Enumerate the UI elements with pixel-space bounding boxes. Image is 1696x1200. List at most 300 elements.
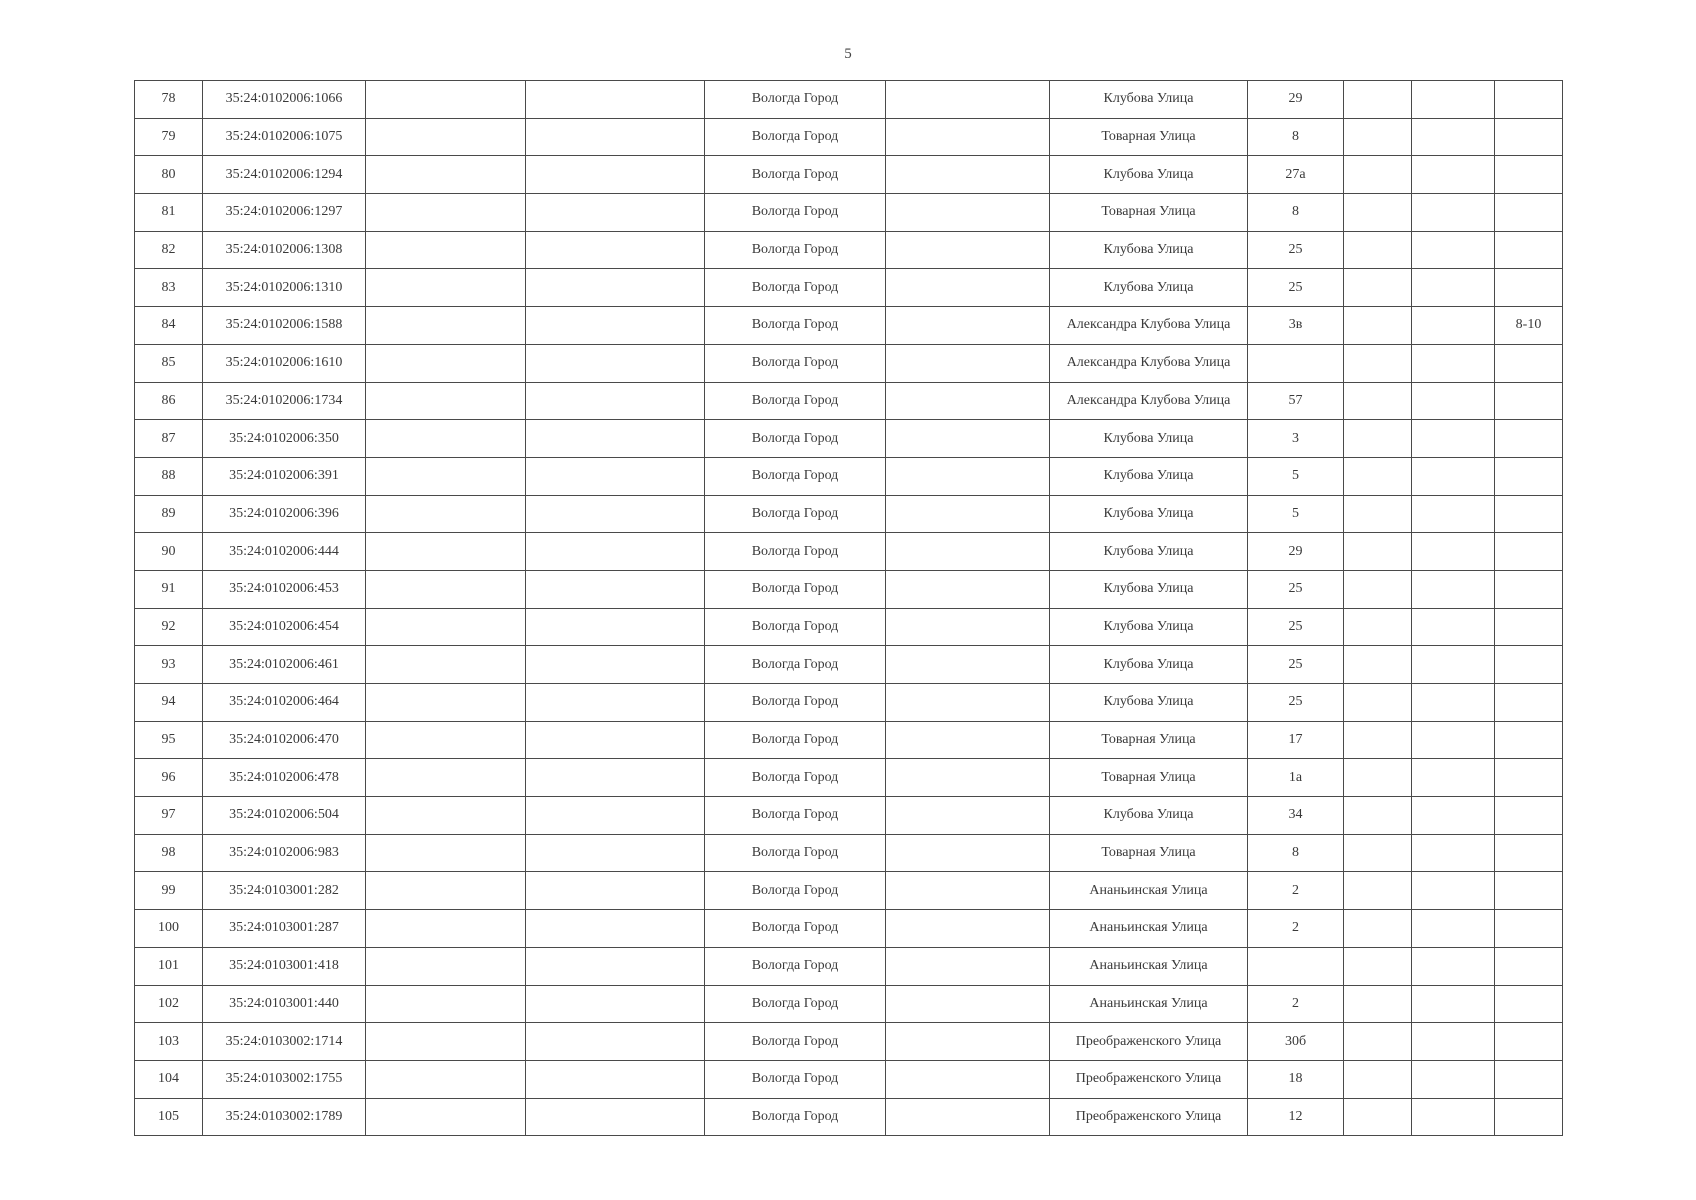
empty-cell — [1344, 684, 1412, 722]
street-cell: Клубова Улица — [1050, 231, 1248, 269]
city-cell: Вологда Город — [705, 1098, 886, 1136]
empty-cell — [526, 457, 705, 495]
apartment-cell — [1495, 194, 1563, 232]
table-row — [135, 231, 1563, 269]
empty-cell — [1344, 307, 1412, 345]
empty-cell — [1344, 533, 1412, 571]
apartment-cell — [1495, 382, 1563, 420]
street-cell: Товарная Улица — [1050, 721, 1248, 759]
empty-cell — [1344, 1060, 1412, 1098]
apartment-cell — [1495, 721, 1563, 759]
empty-cell — [1412, 570, 1495, 608]
empty-cell — [366, 307, 526, 345]
table-row — [135, 420, 1563, 458]
street-cell: Клубова Улица — [1050, 533, 1248, 571]
empty-cell — [1412, 608, 1495, 646]
empty-cell — [1412, 382, 1495, 420]
empty-cell — [1344, 194, 1412, 232]
house-number-cell: 12 — [1248, 1098, 1344, 1136]
empty-cell — [366, 495, 526, 533]
city-cell: Вологда Город — [705, 721, 886, 759]
empty-cell — [526, 382, 705, 420]
house-number-cell: 25 — [1248, 608, 1344, 646]
street-cell: Ананьинская Улица — [1050, 947, 1248, 985]
street-cell: Александра Клубова Улица — [1050, 307, 1248, 345]
table-row — [135, 910, 1563, 948]
street-cell: Клубова Улица — [1050, 684, 1248, 722]
empty-cell — [1344, 344, 1412, 382]
empty-cell — [1412, 156, 1495, 194]
street-cell: Клубова Улица — [1050, 646, 1248, 684]
street-cell: Преображенского Улица — [1050, 1098, 1248, 1136]
house-number-cell — [1248, 947, 1344, 985]
empty-cell — [1344, 118, 1412, 156]
empty-cell — [526, 910, 705, 948]
cadastral-number-cell: 35:24:0102006:1297 — [203, 194, 366, 232]
cadastral-number-cell: 35:24:0102006:1734 — [203, 382, 366, 420]
row-number-cell: 89 — [135, 495, 203, 533]
cadastral-number-cell: 35:24:0103001:282 — [203, 872, 366, 910]
empty-cell — [366, 1098, 526, 1136]
street-cell: Клубова Улица — [1050, 495, 1248, 533]
empty-cell — [526, 81, 705, 119]
table-row — [135, 759, 1563, 797]
street-cell: Клубова Улица — [1050, 420, 1248, 458]
street-cell: Товарная Улица — [1050, 759, 1248, 797]
city-cell: Вологда Город — [705, 118, 886, 156]
cadastral-number-cell: 35:24:0102006:1588 — [203, 307, 366, 345]
cadastral-number-cell: 35:24:0102006:1310 — [203, 269, 366, 307]
city-cell: Вологда Город — [705, 457, 886, 495]
street-cell: Клубова Улица — [1050, 457, 1248, 495]
empty-cell — [1412, 81, 1495, 119]
empty-cell — [1412, 1023, 1495, 1061]
empty-cell — [366, 382, 526, 420]
house-number-cell: 3в — [1248, 307, 1344, 345]
table-row — [135, 382, 1563, 420]
empty-cell — [366, 985, 526, 1023]
empty-cell — [886, 307, 1050, 345]
empty-cell — [886, 910, 1050, 948]
empty-cell — [886, 721, 1050, 759]
apartment-cell — [1495, 81, 1563, 119]
apartment-cell — [1495, 1023, 1563, 1061]
row-number-cell: 86 — [135, 382, 203, 420]
house-number-cell: 29 — [1248, 533, 1344, 571]
city-cell: Вологда Город — [705, 570, 886, 608]
empty-cell — [366, 721, 526, 759]
apartment-cell: 8-10 — [1495, 307, 1563, 345]
empty-cell — [1412, 420, 1495, 458]
row-number-cell: 79 — [135, 118, 203, 156]
city-cell: Вологда Город — [705, 684, 886, 722]
cadastral-number-cell: 35:24:0102006:478 — [203, 759, 366, 797]
empty-cell — [526, 759, 705, 797]
empty-cell — [886, 194, 1050, 232]
city-cell: Вологда Город — [705, 985, 886, 1023]
apartment-cell — [1495, 1060, 1563, 1098]
city-cell: Вологда Город — [705, 420, 886, 458]
empty-cell — [366, 156, 526, 194]
empty-cell — [886, 570, 1050, 608]
cadastral-number-cell: 35:24:0102006:454 — [203, 608, 366, 646]
street-cell: Клубова Улица — [1050, 81, 1248, 119]
empty-cell — [526, 646, 705, 684]
empty-cell — [1344, 646, 1412, 684]
empty-cell — [366, 1023, 526, 1061]
empty-cell — [1412, 985, 1495, 1023]
empty-cell — [1344, 231, 1412, 269]
empty-cell — [366, 457, 526, 495]
table-row — [135, 872, 1563, 910]
apartment-cell — [1495, 457, 1563, 495]
empty-cell — [1412, 457, 1495, 495]
empty-cell — [1412, 307, 1495, 345]
empty-cell — [1344, 797, 1412, 835]
empty-cell — [526, 985, 705, 1023]
table-row — [135, 344, 1563, 382]
city-cell: Вологда Город — [705, 1023, 886, 1061]
row-number-cell: 87 — [135, 420, 203, 458]
empty-cell — [526, 156, 705, 194]
empty-cell — [1344, 156, 1412, 194]
house-number-cell: 2 — [1248, 985, 1344, 1023]
table-row — [135, 985, 1563, 1023]
city-cell: Вологда Город — [705, 533, 886, 571]
empty-cell — [886, 985, 1050, 1023]
empty-cell — [886, 81, 1050, 119]
house-number-cell: 25 — [1248, 646, 1344, 684]
cadastral-number-cell: 35:24:0103001:287 — [203, 910, 366, 948]
empty-cell — [886, 533, 1050, 571]
empty-cell — [526, 420, 705, 458]
empty-cell — [886, 344, 1050, 382]
house-number-cell: 2 — [1248, 910, 1344, 948]
empty-cell — [366, 872, 526, 910]
city-cell: Вологда Город — [705, 797, 886, 835]
house-number-cell: 17 — [1248, 721, 1344, 759]
row-number-cell: 101 — [135, 947, 203, 985]
empty-cell — [886, 156, 1050, 194]
empty-cell — [526, 344, 705, 382]
empty-cell — [526, 118, 705, 156]
empty-cell — [1412, 721, 1495, 759]
apartment-cell — [1495, 344, 1563, 382]
cadastral-number-cell: 35:24:0103001:440 — [203, 985, 366, 1023]
row-number-cell: 83 — [135, 269, 203, 307]
table-row — [135, 1023, 1563, 1061]
empty-cell — [886, 947, 1050, 985]
city-cell: Вологда Город — [705, 608, 886, 646]
row-number-cell: 104 — [135, 1060, 203, 1098]
street-cell: Клубова Улица — [1050, 156, 1248, 194]
apartment-cell — [1495, 985, 1563, 1023]
row-number-cell: 100 — [135, 910, 203, 948]
empty-cell — [366, 570, 526, 608]
empty-cell — [886, 231, 1050, 269]
house-number-cell: 5 — [1248, 457, 1344, 495]
apartment-cell — [1495, 231, 1563, 269]
table-row — [135, 721, 1563, 759]
row-number-cell: 80 — [135, 156, 203, 194]
empty-cell — [366, 1060, 526, 1098]
row-number-cell: 102 — [135, 985, 203, 1023]
house-number-cell: 25 — [1248, 269, 1344, 307]
empty-cell — [886, 608, 1050, 646]
street-cell: Клубова Улица — [1050, 570, 1248, 608]
cadastral-number-cell: 35:24:0102006:504 — [203, 797, 366, 835]
house-number-cell — [1248, 344, 1344, 382]
empty-cell — [1344, 382, 1412, 420]
street-cell: Клубова Улица — [1050, 269, 1248, 307]
empty-cell — [366, 646, 526, 684]
house-number-cell: 25 — [1248, 570, 1344, 608]
cadastral-number-cell: 35:24:0102006:464 — [203, 684, 366, 722]
row-number-cell: 78 — [135, 81, 203, 119]
empty-cell — [1412, 194, 1495, 232]
table-row — [135, 118, 1563, 156]
empty-cell — [1344, 910, 1412, 948]
apartment-cell — [1495, 495, 1563, 533]
apartment-cell — [1495, 570, 1563, 608]
empty-cell — [886, 872, 1050, 910]
empty-cell — [1344, 1023, 1412, 1061]
house-number-cell: 57 — [1248, 382, 1344, 420]
empty-cell — [886, 1023, 1050, 1061]
empty-cell — [526, 269, 705, 307]
cadastral-number-cell: 35:24:0102006:1066 — [203, 81, 366, 119]
empty-cell — [366, 533, 526, 571]
empty-cell — [366, 834, 526, 872]
empty-cell — [1344, 1098, 1412, 1136]
street-cell: Клубова Улица — [1050, 797, 1248, 835]
apartment-cell — [1495, 420, 1563, 458]
empty-cell — [886, 457, 1050, 495]
city-cell: Вологда Город — [705, 194, 886, 232]
apartment-cell — [1495, 269, 1563, 307]
row-number-cell: 84 — [135, 307, 203, 345]
table-row — [135, 1098, 1563, 1136]
empty-cell — [886, 797, 1050, 835]
city-cell: Вологда Город — [705, 947, 886, 985]
table-row — [135, 495, 1563, 533]
row-number-cell: 99 — [135, 872, 203, 910]
empty-cell — [1344, 81, 1412, 119]
empty-cell — [1344, 872, 1412, 910]
table-row — [135, 81, 1563, 119]
row-number-cell: 105 — [135, 1098, 203, 1136]
city-cell: Вологда Город — [705, 344, 886, 382]
house-number-cell: 8 — [1248, 118, 1344, 156]
apartment-cell — [1495, 608, 1563, 646]
apartment-cell — [1495, 533, 1563, 571]
row-number-cell: 93 — [135, 646, 203, 684]
street-cell: Товарная Улица — [1050, 118, 1248, 156]
apartment-cell — [1495, 872, 1563, 910]
empty-cell — [366, 910, 526, 948]
row-number-cell: 85 — [135, 344, 203, 382]
apartment-cell — [1495, 759, 1563, 797]
table-row — [135, 684, 1563, 722]
empty-cell — [886, 118, 1050, 156]
empty-cell — [886, 684, 1050, 722]
empty-cell — [1412, 495, 1495, 533]
city-cell: Вологда Город — [705, 307, 886, 345]
row-number-cell: 96 — [135, 759, 203, 797]
cadastral-number-cell: 35:24:0102006:1075 — [203, 118, 366, 156]
city-cell: Вологда Город — [705, 646, 886, 684]
row-number-cell: 94 — [135, 684, 203, 722]
house-number-cell: 2 — [1248, 872, 1344, 910]
empty-cell — [1412, 910, 1495, 948]
empty-cell — [526, 194, 705, 232]
empty-cell — [526, 495, 705, 533]
table-row — [135, 269, 1563, 307]
cadastral-number-cell: 35:24:0102006:1308 — [203, 231, 366, 269]
empty-cell — [1412, 759, 1495, 797]
apartment-cell — [1495, 684, 1563, 722]
empty-cell — [1412, 344, 1495, 382]
empty-cell — [1412, 269, 1495, 307]
empty-cell — [366, 947, 526, 985]
street-cell: Товарная Улица — [1050, 194, 1248, 232]
empty-cell — [1344, 457, 1412, 495]
house-number-cell: 5 — [1248, 495, 1344, 533]
empty-cell — [1344, 570, 1412, 608]
apartment-cell — [1495, 156, 1563, 194]
empty-cell — [366, 608, 526, 646]
empty-cell — [886, 269, 1050, 307]
cadastral-number-cell: 35:24:0102006:470 — [203, 721, 366, 759]
row-number-cell: 98 — [135, 834, 203, 872]
city-cell: Вологда Город — [705, 495, 886, 533]
empty-cell — [886, 420, 1050, 458]
empty-cell — [526, 872, 705, 910]
city-cell: Вологда Город — [705, 1060, 886, 1098]
row-number-cell: 92 — [135, 608, 203, 646]
empty-cell — [886, 382, 1050, 420]
cadastral-number-cell: 35:24:0103002:1714 — [203, 1023, 366, 1061]
table-body — [135, 81, 1563, 1136]
cadastral-number-cell: 35:24:0102006:983 — [203, 834, 366, 872]
house-number-cell: 34 — [1248, 797, 1344, 835]
empty-cell — [526, 1098, 705, 1136]
cadastral-number-cell: 35:24:0102006:461 — [203, 646, 366, 684]
empty-cell — [1344, 947, 1412, 985]
table-row — [135, 533, 1563, 571]
city-cell: Вологда Город — [705, 156, 886, 194]
city-cell: Вологда Город — [705, 269, 886, 307]
apartment-cell — [1495, 118, 1563, 156]
empty-cell — [366, 231, 526, 269]
empty-cell — [886, 834, 1050, 872]
empty-cell — [1344, 495, 1412, 533]
apartment-cell — [1495, 910, 1563, 948]
cadastral-number-cell: 35:24:0103001:418 — [203, 947, 366, 985]
row-number-cell: 82 — [135, 231, 203, 269]
cadastral-number-cell: 35:24:0103002:1755 — [203, 1060, 366, 1098]
table-row — [135, 797, 1563, 835]
street-cell: Ананьинская Улица — [1050, 910, 1248, 948]
row-number-cell: 88 — [135, 457, 203, 495]
empty-cell — [886, 495, 1050, 533]
empty-cell — [1344, 759, 1412, 797]
empty-cell — [1412, 231, 1495, 269]
city-cell: Вологда Город — [705, 910, 886, 948]
empty-cell — [1344, 269, 1412, 307]
house-number-cell: 30б — [1248, 1023, 1344, 1061]
empty-cell — [1412, 684, 1495, 722]
apartment-cell — [1495, 797, 1563, 835]
empty-cell — [1344, 420, 1412, 458]
street-cell: Ананьинская Улица — [1050, 872, 1248, 910]
house-number-cell: 29 — [1248, 81, 1344, 119]
cadastral-number-cell: 35:24:0102006:1294 — [203, 156, 366, 194]
apartment-cell — [1495, 1098, 1563, 1136]
cadastral-number-cell: 35:24:0102006:396 — [203, 495, 366, 533]
row-number-cell: 91 — [135, 570, 203, 608]
empty-cell — [1412, 646, 1495, 684]
empty-cell — [886, 646, 1050, 684]
empty-cell — [526, 1023, 705, 1061]
page-number: 5 — [844, 46, 852, 62]
cadastral-number-cell: 35:24:0102006:1610 — [203, 344, 366, 382]
empty-cell — [526, 721, 705, 759]
city-cell: Вологда Город — [705, 231, 886, 269]
empty-cell — [1412, 533, 1495, 571]
row-number-cell: 103 — [135, 1023, 203, 1061]
empty-cell — [1344, 985, 1412, 1023]
city-cell: Вологда Город — [705, 759, 886, 797]
empty-cell — [526, 947, 705, 985]
table-row — [135, 307, 1563, 345]
house-number-cell: 8 — [1248, 834, 1344, 872]
empty-cell — [366, 344, 526, 382]
row-number-cell: 81 — [135, 194, 203, 232]
empty-cell — [366, 81, 526, 119]
apartment-cell — [1495, 834, 1563, 872]
table-row — [135, 570, 1563, 608]
table-row — [135, 646, 1563, 684]
empty-cell — [526, 1060, 705, 1098]
empty-cell — [1344, 608, 1412, 646]
table-row — [135, 947, 1563, 985]
row-number-cell: 95 — [135, 721, 203, 759]
table-row — [135, 194, 1563, 232]
table-row — [135, 1060, 1563, 1098]
cadastral-number-cell: 35:24:0102006:444 — [203, 533, 366, 571]
row-number-cell: 97 — [135, 797, 203, 835]
cadastral-number-cell: 35:24:0102006:350 — [203, 420, 366, 458]
street-cell: Ананьинская Улица — [1050, 985, 1248, 1023]
empty-cell — [366, 118, 526, 156]
house-number-cell: 25 — [1248, 231, 1344, 269]
empty-cell — [526, 608, 705, 646]
apartment-cell — [1495, 947, 1563, 985]
street-cell: Преображенского Улица — [1050, 1060, 1248, 1098]
house-number-cell: 18 — [1248, 1060, 1344, 1098]
street-cell: Клубова Улица — [1050, 608, 1248, 646]
empty-cell — [886, 759, 1050, 797]
empty-cell — [1412, 872, 1495, 910]
house-number-cell: 8 — [1248, 194, 1344, 232]
empty-cell — [526, 570, 705, 608]
house-number-cell: 1а — [1248, 759, 1344, 797]
street-cell: Преображенского Улица — [1050, 1023, 1248, 1061]
empty-cell — [1412, 1060, 1495, 1098]
cadastral-number-cell: 35:24:0102006:391 — [203, 457, 366, 495]
house-number-cell: 27а — [1248, 156, 1344, 194]
